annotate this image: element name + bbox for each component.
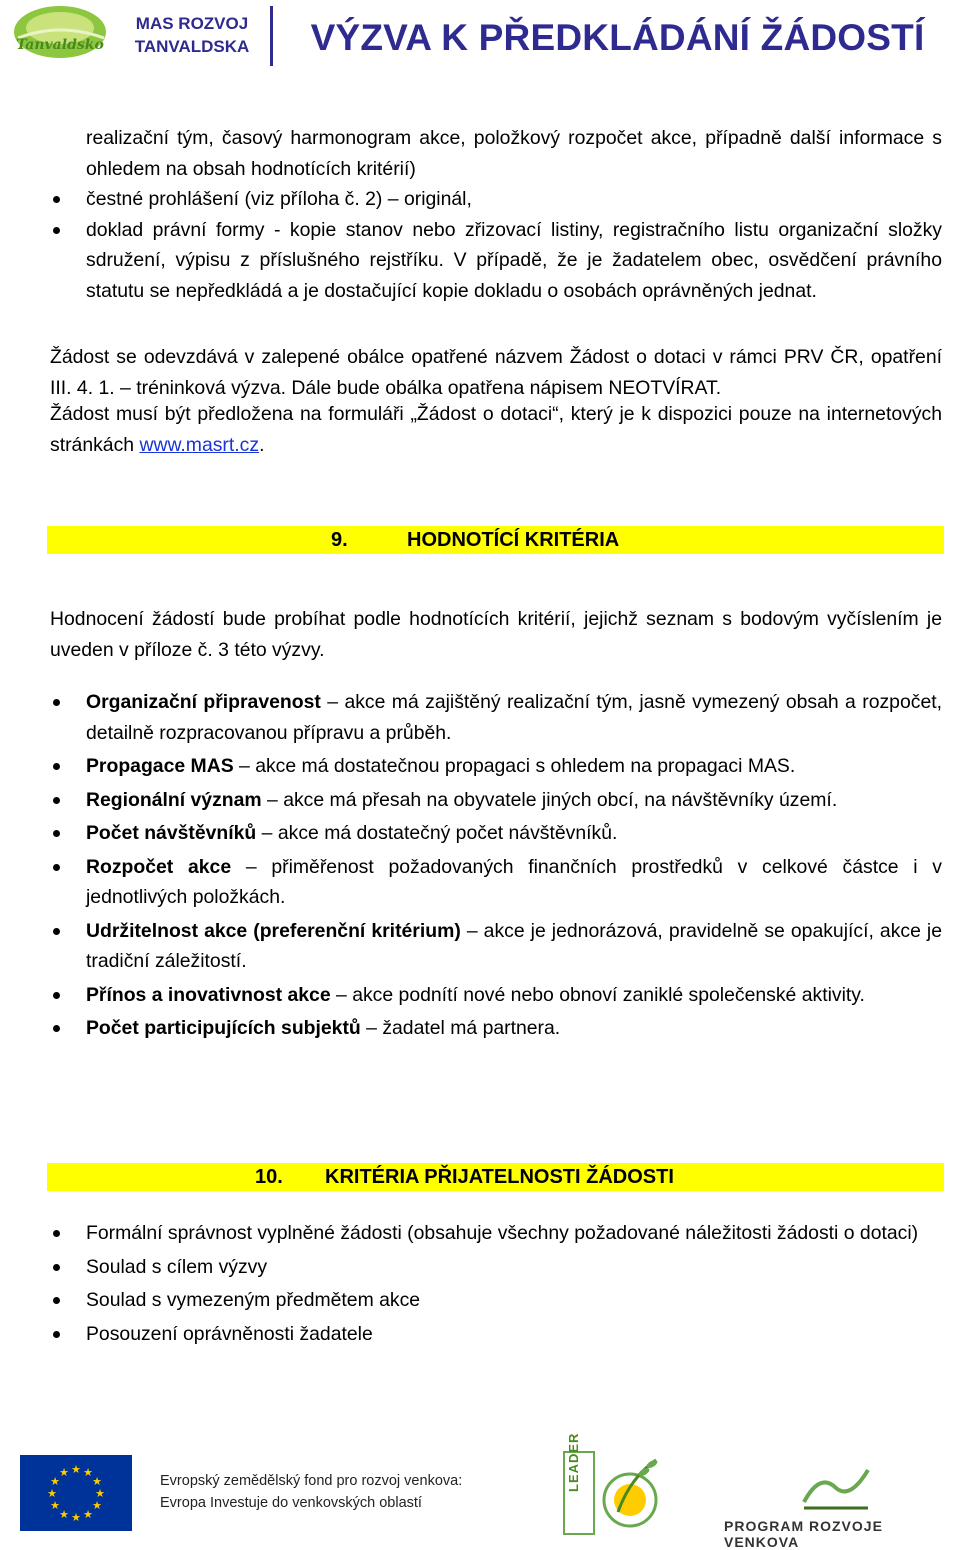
list-item: Organizační připravenost – akce má zajištěný realizační tým, jasně vymezený obsah a rozpočet, detailně rozpracovanou přípravu a průběh. xyxy=(50,687,942,748)
list-item: čestné prohlášení (viz příloha č. 2) – originál, xyxy=(50,184,942,215)
svg-text:★: ★ xyxy=(83,1508,93,1521)
eu-flag-icon xyxy=(20,1455,132,1531)
tanvaldsko-logo xyxy=(4,2,116,72)
bullet-icon xyxy=(53,1230,60,1237)
svg-text:★: ★ xyxy=(95,1487,105,1500)
header-divider xyxy=(270,6,273,66)
list-item: Soulad s cílem výzvy xyxy=(50,1252,942,1283)
svg-text:★: ★ xyxy=(59,1508,69,1521)
bullet-icon xyxy=(53,1025,60,1032)
bullet-icon xyxy=(53,1297,60,1304)
logo-text: Tanvaldsko xyxy=(16,37,104,53)
bullet-icon xyxy=(53,992,60,999)
svg-text:★: ★ xyxy=(92,1499,102,1512)
list-item: Soulad s vymezeným předmětem akce xyxy=(50,1285,942,1316)
org-line-1: MAS ROZVOJ xyxy=(135,14,249,33)
svg-text:★: ★ xyxy=(50,1475,60,1488)
svg-text:★: ★ xyxy=(83,1466,93,1479)
attachment-list xyxy=(50,184,942,306)
list-item: Počet participujících subjektů – žadatel má partnera. xyxy=(50,1013,942,1044)
bullet-icon xyxy=(53,1264,60,1271)
list-item: Propagace MAS – akce má dostatečnou propagaci s ohledem na propagaci MAS. xyxy=(50,751,942,782)
section-number: 10. xyxy=(255,1166,283,1188)
submission-paragraph: Žádost se odevzdává v zalepené obálce opatřené názvem Žádost o dotaci v rámci PRV ČR, opatření III. 4. 1. – tréninková výzva. Dále bude obálka opatřena nápisem NEOTVÍRAT. xyxy=(50,346,942,399)
svg-text:★: ★ xyxy=(92,1475,102,1488)
list-item: Rozpočet akce – přiměřenost požadovaných finančních prostředků v celkové částce i v jednotlivých položkách. xyxy=(50,852,942,913)
svg-text:★: ★ xyxy=(50,1499,60,1512)
bullet-icon xyxy=(53,1331,60,1338)
section-title: KRITÉRIA PŘIJATELNOSTI ŽÁDOSTI xyxy=(325,1166,674,1188)
svg-text:★: ★ xyxy=(59,1466,69,1479)
list-item: doklad právní formy - kopie stanov nebo zřizovací listiny, registračního listu organizační složky sdružení, výpisu z příslušného rejstříku. V případě, že je žadatelem obec, osvědčení právního statutu se nepředkládá a je dostačující kopie dokladu o osobách oprávněných jednat. xyxy=(50,215,942,307)
page-title: VÝZVA K PŘEDKLÁDÁNÍ ŽÁDOSTÍ xyxy=(310,17,925,58)
organization-name xyxy=(122,12,262,58)
bullet-icon xyxy=(53,763,60,770)
bullet-icon xyxy=(53,699,60,706)
page-footer xyxy=(0,1432,960,1550)
bullet-icon xyxy=(53,928,60,935)
leader-logo xyxy=(560,1432,720,1538)
leader-text: LEADER xyxy=(566,1432,581,1492)
acceptance-criteria-list xyxy=(50,1218,942,1352)
rural-program-icon xyxy=(800,1462,872,1512)
list-item: Posouzení oprávněnosti žadatele xyxy=(50,1319,942,1350)
list-item: Udržitelnost akce (preferenční kritérium) – akce je jednorázová, pravidelně se opakující, akce je tradiční záležitostí. xyxy=(50,916,942,977)
form-paragraph: Žádost musí být předložena na formuláři „Žádost o dotaci“, který je k dispozici pouze na internetových stránkách www.masrt.cz. xyxy=(50,403,942,456)
program-name: PROGRAM ROZVOJE VENKOVA xyxy=(724,1518,883,1550)
list-item: Počet návštěvníků – akce má dostatečný počet návštěvníků. xyxy=(50,818,942,849)
website-link[interactable]: www.masrt.cz xyxy=(139,433,260,456)
list-item: Formální správnost vyplněné žádosti (obsahuje všechny požadované náležitosti žádosti o dotaci) xyxy=(50,1218,942,1249)
bullet-icon xyxy=(53,864,60,871)
svg-text:★: ★ xyxy=(71,1511,81,1524)
attachment-continuation: realizační tým, časový harmonogram akce, položkový rozpočet akce, případně další informace s ohledem na obsah hodnotících kritérií) xyxy=(86,127,942,180)
svg-text:★: ★ xyxy=(47,1487,57,1500)
svg-text:★: ★ xyxy=(71,1463,81,1476)
list-item: Přínos a inovativnost akce – akce podnítí nové nebo obnoví zaniklé společenské aktivity. xyxy=(50,980,942,1011)
section-10-heading xyxy=(47,1163,944,1191)
fund-statement xyxy=(160,1470,462,1514)
bullet-icon xyxy=(53,196,60,203)
fund-line-2: Evropa Investuje do venkovských oblastí xyxy=(160,1495,422,1511)
criteria-list xyxy=(50,687,942,1047)
section-title: HODNOTÍCÍ KRITÉRIA xyxy=(407,529,620,551)
bullet-icon xyxy=(53,227,60,234)
section-9-heading xyxy=(47,526,944,554)
bullet-icon xyxy=(53,797,60,804)
list-item: Regionální význam – akce má přesah na obyvatele jiných obcí, na návštěvníky území. xyxy=(50,785,942,816)
bullet-icon xyxy=(53,830,60,837)
fund-line-1: Evropský zemědělský fond pro rozvoj venkova: xyxy=(160,1473,463,1489)
org-line-2: TANVALDSKA xyxy=(134,37,250,56)
evaluation-intro: Hodnocení žádostí bude probíhat podle hodnotících kritérií, jejichž seznam s bodovým vyčíslením je uveden v příloze č. 3 této výzvy. xyxy=(50,608,942,661)
page-header xyxy=(0,0,960,85)
section-number: 9. xyxy=(331,529,348,551)
